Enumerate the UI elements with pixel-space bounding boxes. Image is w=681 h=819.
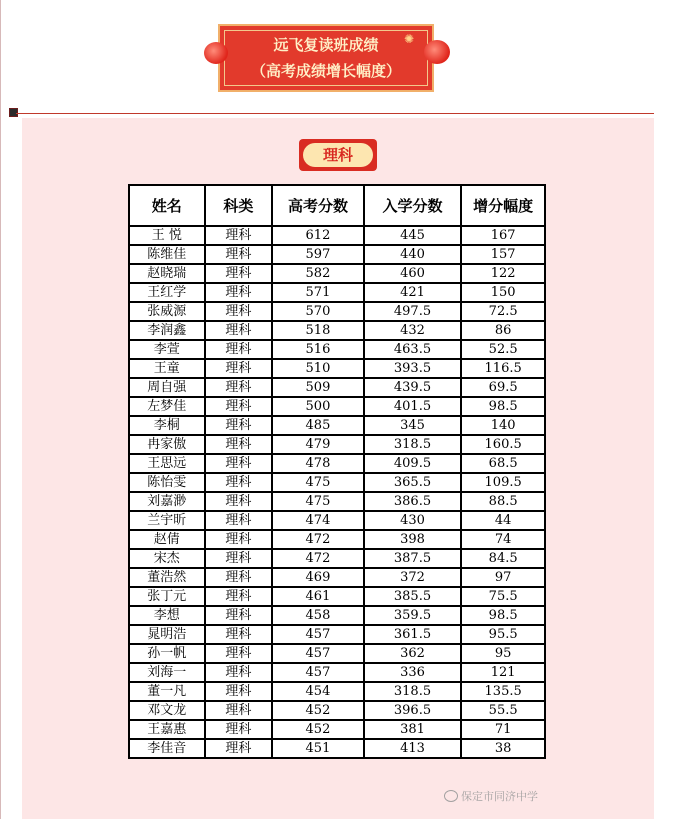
cell-gaokao-score: 452 xyxy=(272,720,364,739)
cell-gaokao-score: 475 xyxy=(272,473,364,492)
cell-name: 王思远 xyxy=(129,454,205,473)
cell-type: 理科 xyxy=(205,701,273,720)
table-row xyxy=(129,739,545,758)
cell-type: 理科 xyxy=(205,454,273,473)
cell-increase: 116.5 xyxy=(461,359,545,378)
cell-increase: 69.5 xyxy=(461,378,545,397)
cell-type: 理科 xyxy=(205,340,273,359)
cell-gaokao-score: 461 xyxy=(272,587,364,606)
table-row xyxy=(129,625,545,644)
cell-type: 理科 xyxy=(205,359,273,378)
cell-entry-score: 439.5 xyxy=(364,378,462,397)
score-table xyxy=(128,184,546,759)
cell-type: 理科 xyxy=(205,492,273,511)
cell-increase: 75.5 xyxy=(461,587,545,606)
cell-entry-score: 318.5 xyxy=(364,682,462,701)
cell-increase: 55.5 xyxy=(461,701,545,720)
header-type: 科类 xyxy=(205,185,273,226)
table-row xyxy=(129,283,545,302)
cell-gaokao-score: 457 xyxy=(272,644,364,663)
table-row xyxy=(129,701,545,720)
cell-increase: 84.5 xyxy=(461,549,545,568)
table-row xyxy=(129,416,545,435)
cell-gaokao-score: 472 xyxy=(272,549,364,568)
section-divider xyxy=(16,113,654,114)
cell-gaokao-score: 469 xyxy=(272,568,364,587)
cell-entry-score: 396.5 xyxy=(364,701,462,720)
table-body xyxy=(129,226,545,758)
cell-increase: 160.5 xyxy=(461,435,545,454)
cell-type: 理科 xyxy=(205,682,273,701)
cell-name: 周自强 xyxy=(129,378,205,397)
cell-entry-score: 463.5 xyxy=(364,340,462,359)
cell-increase: 95.5 xyxy=(461,625,545,644)
table-row xyxy=(129,511,545,530)
cell-name: 李润鑫 xyxy=(129,321,205,340)
cell-gaokao-score: 571 xyxy=(272,283,364,302)
cell-entry-score: 440 xyxy=(364,245,462,264)
table-row xyxy=(129,720,545,739)
cell-gaokao-score: 454 xyxy=(272,682,364,701)
cell-name: 陈怡雯 xyxy=(129,473,205,492)
cell-gaokao-score: 452 xyxy=(272,701,364,720)
cell-name: 王童 xyxy=(129,359,205,378)
banner-title: 远飞复读班成绩 xyxy=(273,36,379,54)
cell-entry-score: 409.5 xyxy=(364,454,462,473)
cell-gaokao-score: 474 xyxy=(272,511,364,530)
cell-entry-score: 362 xyxy=(364,644,462,663)
table-row xyxy=(129,454,545,473)
cell-type: 理科 xyxy=(205,378,273,397)
cell-name: 董浩然 xyxy=(129,568,205,587)
cell-type: 理科 xyxy=(205,302,273,321)
cell-name: 李佳音 xyxy=(129,739,205,758)
table-row xyxy=(129,473,545,492)
cell-gaokao-score: 582 xyxy=(272,264,364,283)
cell-gaokao-score: 518 xyxy=(272,321,364,340)
cell-increase: 140 xyxy=(461,416,545,435)
table-row xyxy=(129,492,545,511)
cell-name: 张丁元 xyxy=(129,587,205,606)
firework-icon: ✺ xyxy=(403,32,414,46)
cell-increase: 88.5 xyxy=(461,492,545,511)
header-gaokao-score: 高考分数 xyxy=(272,185,364,226)
cell-name: 李萱 xyxy=(129,340,205,359)
cell-increase: 71 xyxy=(461,720,545,739)
cell-name: 刘海一 xyxy=(129,663,205,682)
watermark-text: 保定市同济中学 xyxy=(461,790,538,803)
cell-gaokao-score: 475 xyxy=(272,492,364,511)
cell-entry-score: 361.5 xyxy=(364,625,462,644)
header-entry-score: 入学分数 xyxy=(364,185,462,226)
cell-entry-score: 387.5 xyxy=(364,549,462,568)
cell-type: 理科 xyxy=(205,283,273,302)
cell-gaokao-score: 457 xyxy=(272,625,364,644)
cell-type: 理科 xyxy=(205,606,273,625)
cell-gaokao-score: 479 xyxy=(272,435,364,454)
cell-gaokao-score: 458 xyxy=(272,606,364,625)
cell-name: 董一凡 xyxy=(129,682,205,701)
cell-increase: 44 xyxy=(461,511,545,530)
cell-type: 理科 xyxy=(205,644,273,663)
cell-name: 宋杰 xyxy=(129,549,205,568)
cell-type: 理科 xyxy=(205,549,273,568)
cell-type: 理科 xyxy=(205,663,273,682)
cell-entry-score: 365.5 xyxy=(364,473,462,492)
cell-name: 兰宇昕 xyxy=(129,511,205,530)
cell-increase: 122 xyxy=(461,264,545,283)
cell-increase: 135.5 xyxy=(461,682,545,701)
cell-name: 赵倩 xyxy=(129,530,205,549)
cell-type: 理科 xyxy=(205,226,273,245)
cell-type: 理科 xyxy=(205,587,273,606)
page-left-border xyxy=(0,0,1,819)
cell-entry-score: 398 xyxy=(364,530,462,549)
header-name: 姓名 xyxy=(129,185,205,226)
table-row xyxy=(129,663,545,682)
table-row xyxy=(129,378,545,397)
cell-gaokao-score: 597 xyxy=(272,245,364,264)
cell-entry-score: 445 xyxy=(364,226,462,245)
cell-increase: 74 xyxy=(461,530,545,549)
cell-type: 理科 xyxy=(205,739,273,758)
cell-type: 理科 xyxy=(205,568,273,587)
cell-name: 张威源 xyxy=(129,302,205,321)
cell-increase: 97 xyxy=(461,568,545,587)
cell-gaokao-score: 612 xyxy=(272,226,364,245)
cell-gaokao-score: 516 xyxy=(272,340,364,359)
cell-increase: 157 xyxy=(461,245,545,264)
cell-increase: 109.5 xyxy=(461,473,545,492)
cell-entry-score: 497.5 xyxy=(364,302,462,321)
cell-name: 冉家傲 xyxy=(129,435,205,454)
cell-entry-score: 430 xyxy=(364,511,462,530)
cell-increase: 121 xyxy=(461,663,545,682)
cell-increase: 150 xyxy=(461,283,545,302)
cell-increase: 38 xyxy=(461,739,545,758)
table-row xyxy=(129,644,545,663)
cell-entry-score: 381 xyxy=(364,720,462,739)
cell-gaokao-score: 478 xyxy=(272,454,364,473)
cell-type: 理科 xyxy=(205,511,273,530)
table-row xyxy=(129,321,545,340)
cell-name: 陈维佳 xyxy=(129,245,205,264)
cell-name: 邓文龙 xyxy=(129,701,205,720)
cell-entry-score: 385.5 xyxy=(364,587,462,606)
cell-increase: 86 xyxy=(461,321,545,340)
cell-gaokao-score: 485 xyxy=(272,416,364,435)
cell-gaokao-score: 500 xyxy=(272,397,364,416)
cell-gaokao-score: 451 xyxy=(272,739,364,758)
cell-type: 理科 xyxy=(205,397,273,416)
cell-gaokao-score: 570 xyxy=(272,302,364,321)
table-row xyxy=(129,530,545,549)
cell-type: 理科 xyxy=(205,625,273,644)
cell-name: 左梦佳 xyxy=(129,397,205,416)
cell-type: 理科 xyxy=(205,720,273,739)
cell-entry-score: 318.5 xyxy=(364,435,462,454)
table-row xyxy=(129,359,545,378)
cell-name: 王嘉惠 xyxy=(129,720,205,739)
cell-entry-score: 413 xyxy=(364,739,462,758)
cell-entry-score: 345 xyxy=(364,416,462,435)
header-increase: 增分幅度 xyxy=(461,185,545,226)
cell-gaokao-score: 472 xyxy=(272,530,364,549)
cell-name: 赵晓瑞 xyxy=(129,264,205,283)
cell-type: 理科 xyxy=(205,245,273,264)
table-header-row xyxy=(129,185,545,226)
table-row xyxy=(129,340,545,359)
cell-name: 孙一帆 xyxy=(129,644,205,663)
cell-entry-score: 386.5 xyxy=(364,492,462,511)
title-banner xyxy=(218,24,434,92)
wechat-icon xyxy=(444,790,458,802)
cell-name: 王 悦 xyxy=(129,226,205,245)
cell-increase: 52.5 xyxy=(461,340,545,359)
cell-entry-score: 421 xyxy=(364,283,462,302)
cell-increase: 72.5 xyxy=(461,302,545,321)
table-row xyxy=(129,606,545,625)
cell-name: 王红学 xyxy=(129,283,205,302)
cell-type: 理科 xyxy=(205,530,273,549)
cell-type: 理科 xyxy=(205,435,273,454)
cell-type: 理科 xyxy=(205,321,273,340)
cell-type: 理科 xyxy=(205,473,273,492)
table-row xyxy=(129,397,545,416)
table-row xyxy=(129,245,545,264)
cell-type: 理科 xyxy=(205,264,273,283)
banner-subtitle: （高考成绩增长幅度） xyxy=(250,62,401,80)
table-row xyxy=(129,302,545,321)
section-label-badge xyxy=(299,139,377,171)
cell-increase: 98.5 xyxy=(461,397,545,416)
cell-gaokao-score: 510 xyxy=(272,359,364,378)
cell-name: 刘嘉渺 xyxy=(129,492,205,511)
cell-entry-score: 359.5 xyxy=(364,606,462,625)
table-row xyxy=(129,226,545,245)
cell-type: 理科 xyxy=(205,416,273,435)
cell-increase: 68.5 xyxy=(461,454,545,473)
cell-name: 李想 xyxy=(129,606,205,625)
table-row xyxy=(129,264,545,283)
table-row xyxy=(129,682,545,701)
cell-entry-score: 401.5 xyxy=(364,397,462,416)
cell-increase: 167 xyxy=(461,226,545,245)
cell-entry-score: 393.5 xyxy=(364,359,462,378)
cell-name: 晁明浩 xyxy=(129,625,205,644)
table-row xyxy=(129,587,545,606)
watermark xyxy=(444,789,538,805)
cell-gaokao-score: 509 xyxy=(272,378,364,397)
table-row xyxy=(129,435,545,454)
cell-name: 李桐 xyxy=(129,416,205,435)
cell-entry-score: 336 xyxy=(364,663,462,682)
table-row xyxy=(129,549,545,568)
cell-increase: 98.5 xyxy=(461,606,545,625)
cell-entry-score: 372 xyxy=(364,568,462,587)
cell-entry-score: 460 xyxy=(364,264,462,283)
cell-entry-score: 432 xyxy=(364,321,462,340)
table-row xyxy=(129,568,545,587)
cell-increase: 95 xyxy=(461,644,545,663)
cell-gaokao-score: 457 xyxy=(272,663,364,682)
section-label: 理科 xyxy=(303,143,373,167)
